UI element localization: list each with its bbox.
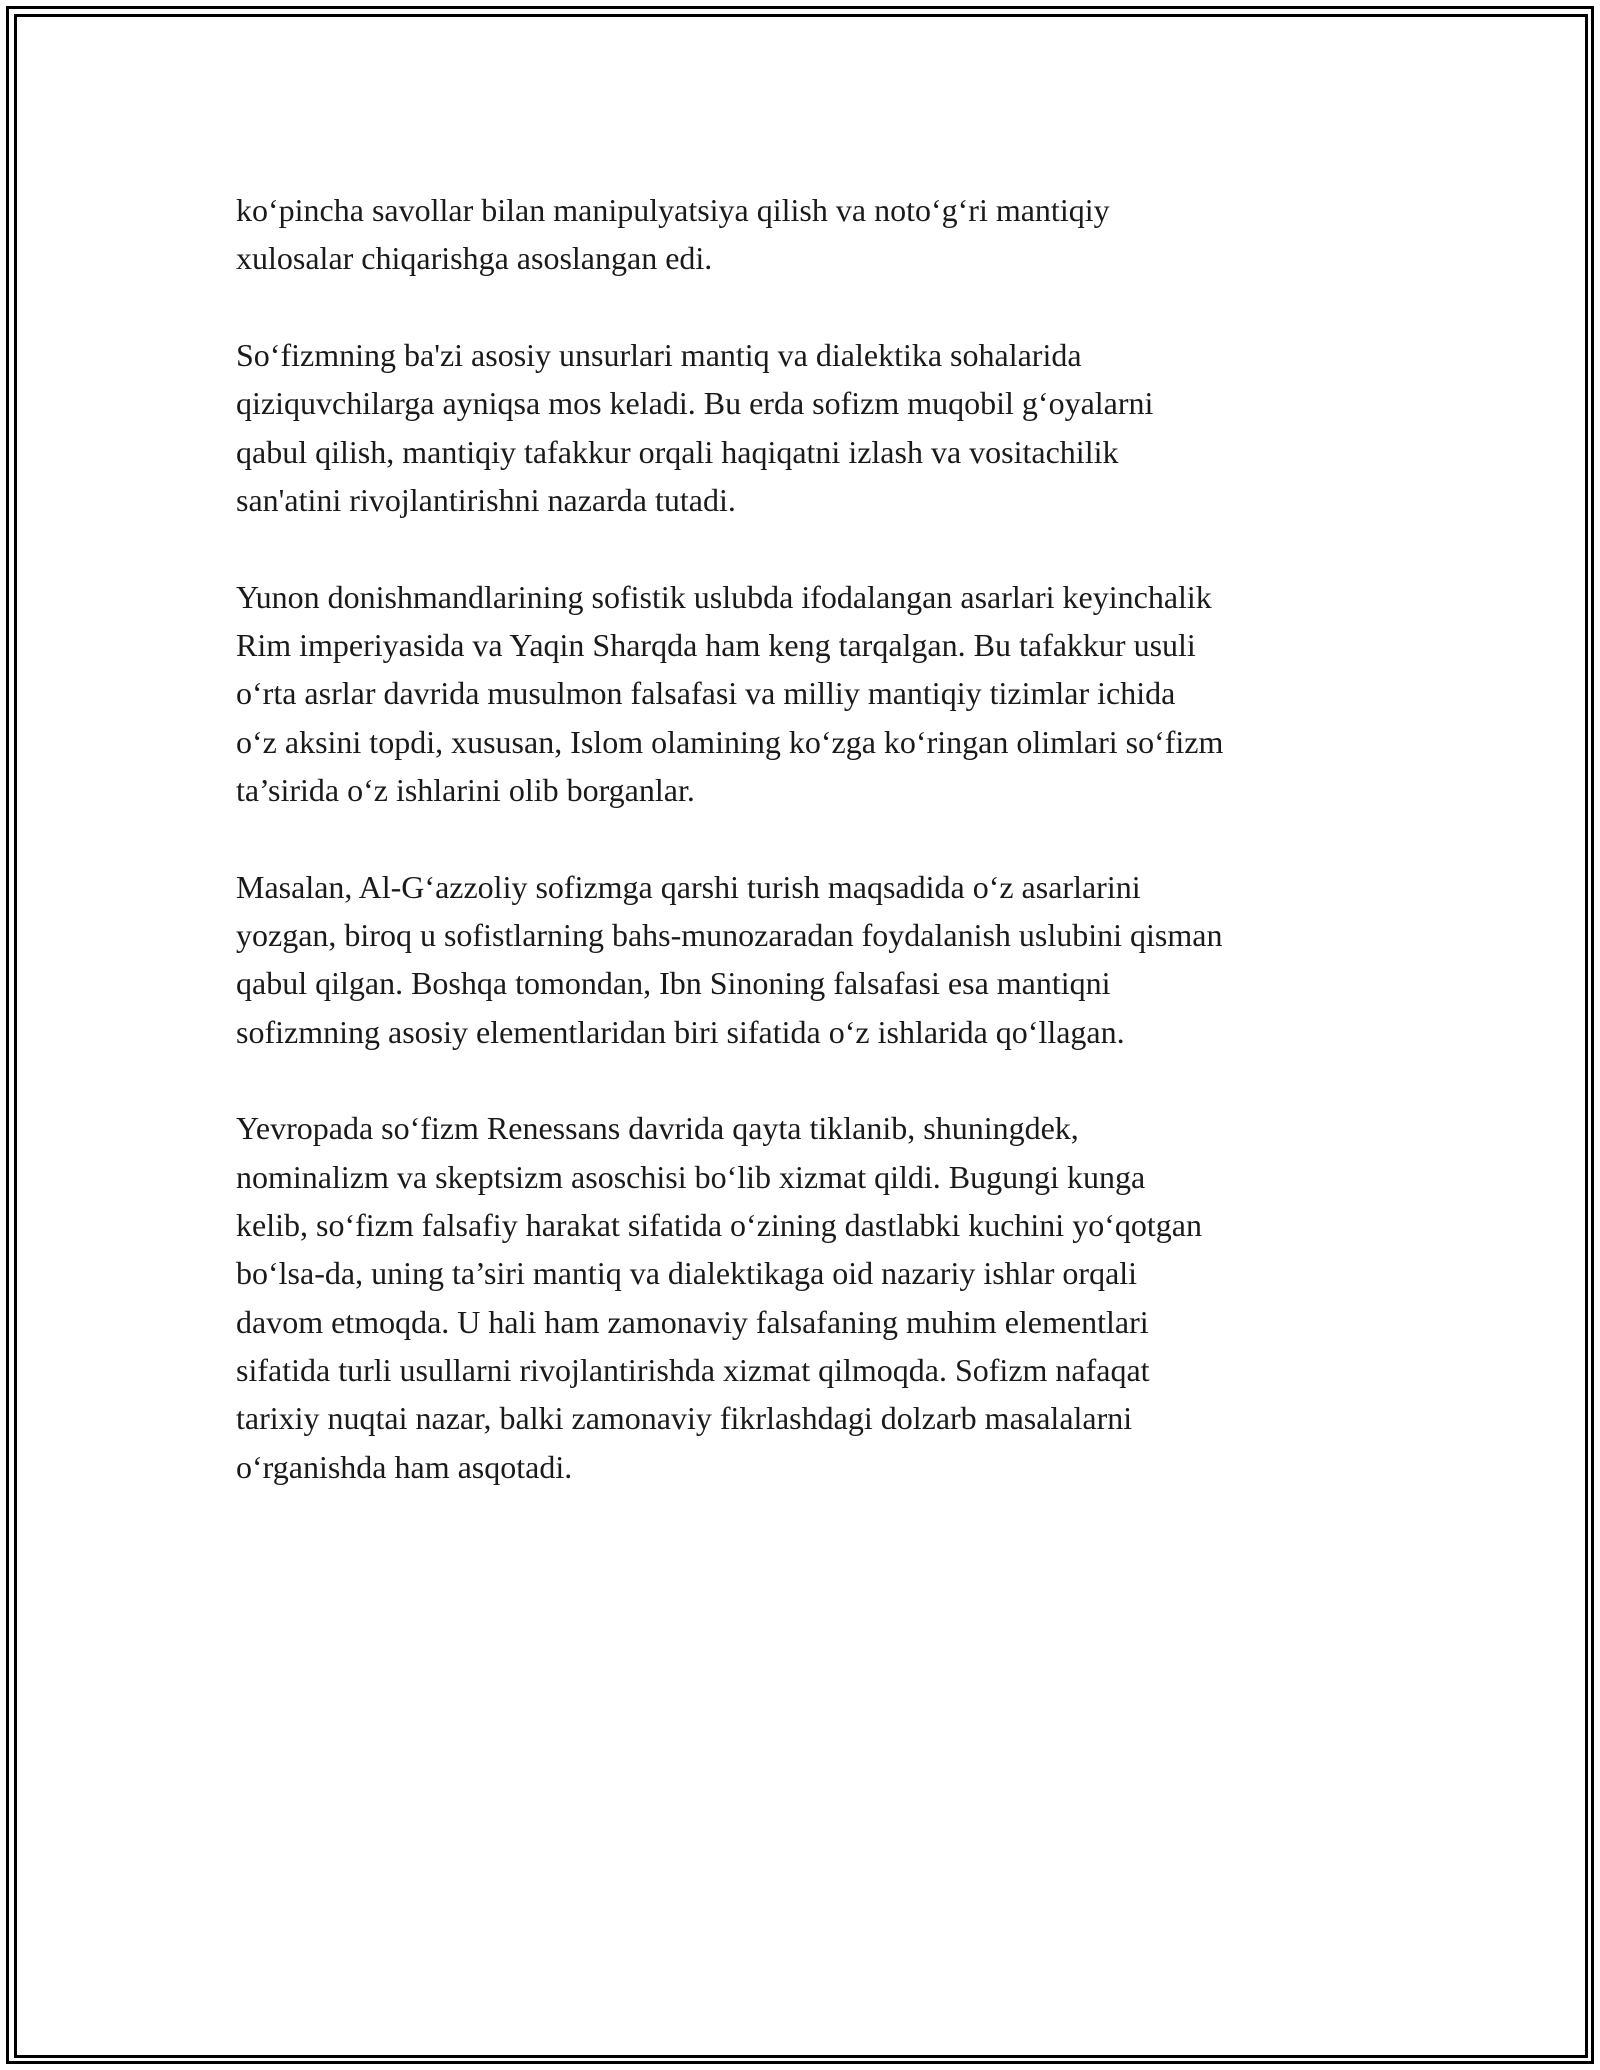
text-line: bo‘lsa-da, uning ta’siri mantiq va dialektikaga oid nazariy ishlar orqali (236, 1255, 1138, 1292)
text-line: qabul qilish, mantiqiy tafakkur orqali haqiqatni izlash va vositachilik (236, 433, 1119, 470)
text-line: kelib, so‘fizm falsafiy harakat sifatida o‘zining dastlabki kuchini yo‘qotgan (236, 1207, 1202, 1244)
text-line: sifatida turli usullarni rivojlantirishda xizmat qilmoqda. Sofizm nafaqat (236, 1351, 1150, 1388)
text-line: Rim imperiyasida va Yaqin Sharqda ham keng tarqalgan. Bu tafakkur usuli (236, 627, 1196, 664)
text-line: o‘rganishda ham asqotadi. (236, 1448, 573, 1485)
text-line: Yunon donishmandlarining sofistik uslubda ifodalangan asarlari keyinchalik (236, 578, 1212, 615)
text-line: Yevropada so‘fizm Renessans davrida qayta tiklanib, shuningdek, (236, 1110, 1079, 1147)
text-line: davom etmoqda. U hali ham zamonaviy falsafaning muhim elementlari (236, 1303, 1149, 1340)
text-line: nominalizm va skeptsizm asoschisi bo‘lib xizmat qildi. Bugungi kunga (236, 1158, 1146, 1195)
paragraph-2 (236, 331, 1396, 524)
text-line: qabul qilgan. Boshqa tomondan, Ibn Sinoning falsafasi esa mantiqni (236, 965, 1111, 1002)
text-line: o‘z aksini topdi, xususan, Islom olamining ko‘zga ko‘ringan olimlari so‘fizm (236, 723, 1224, 760)
text-line: Masalan, Al-G‘azzoliy sofizmga qarshi turish maqsadida o‘z asarlarini (236, 868, 1141, 905)
text-line: san'atini rivojlantirishni nazarda tutadi. (236, 481, 736, 518)
text-line: sofizmning asosiy elementlaridan biri sifatida o‘z ishlarida qo‘llagan. (236, 1013, 1125, 1050)
text-line: qiziquvchilarga ayniqsa mos keladi. Bu erda sofizm muqobil g‘oyalarni (236, 385, 1154, 422)
text-line: yozgan, biroq u sofistlarning bahs-munozaradan foydalanish uslubini qisman (236, 917, 1223, 954)
text-line: So‘fizmning ba'zi asosiy unsurlari mantiq va dialektika sohalarida (236, 337, 1082, 374)
text-line: tarixiy nuqtai nazar, balki zamonaviy fikrlashdagi dolzarb masalalarni (236, 1400, 1133, 1437)
text-line: ko‘pincha savollar bilan manipulyatsiya qilish va noto‘g‘ri mantiqiy (236, 192, 1110, 228)
paragraph-5 (236, 1104, 1396, 1490)
text-line: ta’sirida o‘z ishlarini olib borganlar. (236, 771, 695, 808)
document-body (236, 186, 1396, 1539)
paragraph-4 (236, 863, 1396, 1056)
text-line: o‘rta asrlar davrida musulmon falsafasi va milliy mantiqiy tizimlar ichida (236, 675, 1176, 712)
text-line: xulosalar chiqarishga asoslangan edi. (236, 240, 713, 277)
paragraph-1 (236, 186, 1396, 283)
paragraph-3 (236, 573, 1396, 814)
